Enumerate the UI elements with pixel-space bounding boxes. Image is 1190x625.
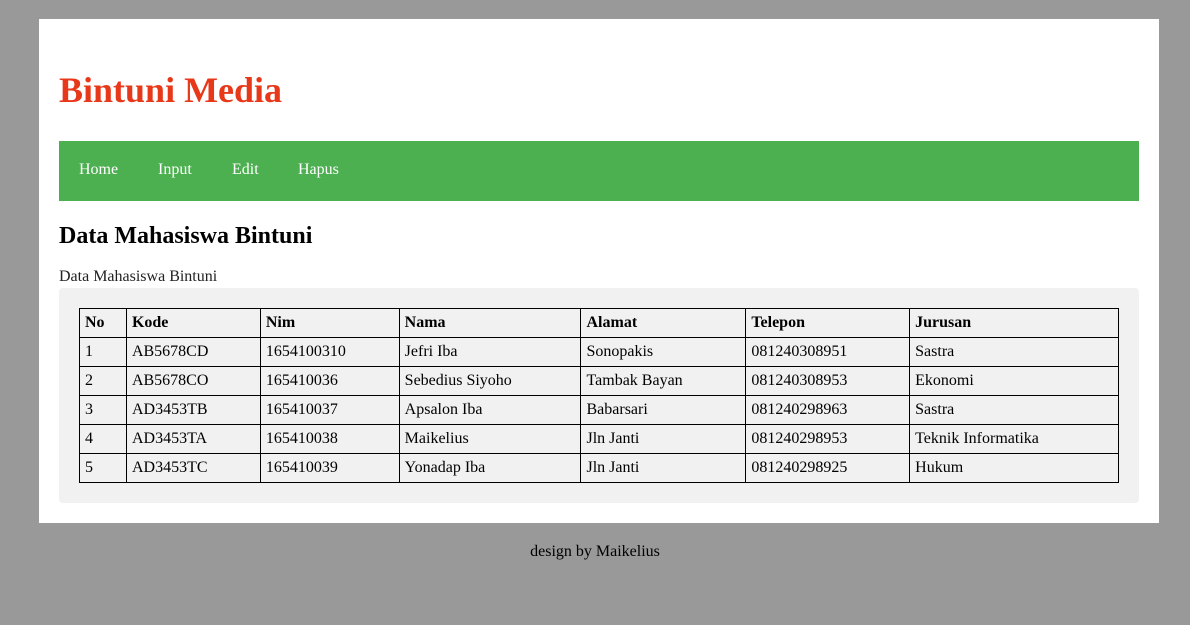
cell-no: 4 (80, 425, 127, 454)
nav-item-home[interactable]: Home (79, 161, 119, 178)
data-table (79, 308, 1119, 483)
cell-jurusan: Hukum (910, 454, 1119, 483)
cell-jurusan: Sastra (910, 338, 1119, 367)
cell-nim: 165410039 (260, 454, 399, 483)
cell-alamat: Tambak Bayan (581, 367, 746, 396)
navbar (59, 141, 1139, 201)
cell-alamat: Jln Janti (581, 454, 746, 483)
nav-item-edit[interactable]: Edit (232, 161, 259, 178)
cell-no: 3 (80, 396, 127, 425)
column-header-telepon: Telepon (746, 309, 910, 338)
cell-nim: 165410037 (260, 396, 399, 425)
cell-alamat: Jln Janti (581, 425, 746, 454)
cell-no: 5 (80, 454, 127, 483)
page-container (39, 19, 1159, 523)
cell-telepon: 081240298953 (746, 425, 910, 454)
cell-nim: 165410036 (260, 367, 399, 396)
column-header-alamat: Alamat (581, 309, 746, 338)
cell-nama: Maikelius (399, 425, 581, 454)
cell-kode: AD3453TB (126, 396, 260, 425)
cell-kode: AD3453TC (126, 454, 260, 483)
cell-telepon: 081240308953 (746, 367, 910, 396)
column-header-nama: Nama (399, 309, 581, 338)
cell-kode: AD3453TA (126, 425, 260, 454)
table-header-row (80, 309, 1119, 338)
cell-jurusan: Teknik Informatika (910, 425, 1119, 454)
table-panel (59, 288, 1139, 503)
footer-credit: design by Maikelius (530, 543, 660, 560)
table-row (80, 367, 1119, 396)
column-header-kode: Kode (126, 309, 260, 338)
cell-jurusan: Ekonomi (910, 367, 1119, 396)
cell-nama: Apsalon Iba (399, 396, 581, 425)
cell-kode: AB5678CO (126, 367, 260, 396)
page-heading: Data Mahasiswa Bintuni (59, 223, 313, 249)
cell-nama: Yonadap Iba (399, 454, 581, 483)
nav-item-hapus[interactable]: Hapus (298, 161, 339, 178)
cell-nama: Sebedius Siyoho (399, 367, 581, 396)
column-header-jurusan: Jurusan (910, 309, 1119, 338)
cell-telepon: 081240298925 (746, 454, 910, 483)
page-subtitle: Data Mahasiswa Bintuni (59, 268, 218, 285)
cell-telepon: 081240308951 (746, 338, 910, 367)
cell-nim: 165410038 (260, 425, 399, 454)
column-header-no: No (80, 309, 127, 338)
cell-nama: Jefri Iba (399, 338, 581, 367)
table-row (80, 454, 1119, 483)
site-title: Bintuni Media (59, 70, 283, 110)
nav-item-input[interactable]: Input (158, 161, 192, 178)
cell-alamat: Sonopakis (581, 338, 746, 367)
table-row (80, 396, 1119, 425)
cell-telepon: 081240298963 (746, 396, 910, 425)
cell-no: 2 (80, 367, 127, 396)
column-header-nim: Nim (260, 309, 399, 338)
cell-nim: 1654100310 (260, 338, 399, 367)
cell-alamat: Babarsari (581, 396, 746, 425)
table-row (80, 425, 1119, 454)
table-row (80, 338, 1119, 367)
cell-kode: AB5678CD (126, 338, 260, 367)
cell-no: 1 (80, 338, 127, 367)
cell-jurusan: Sastra (910, 396, 1119, 425)
